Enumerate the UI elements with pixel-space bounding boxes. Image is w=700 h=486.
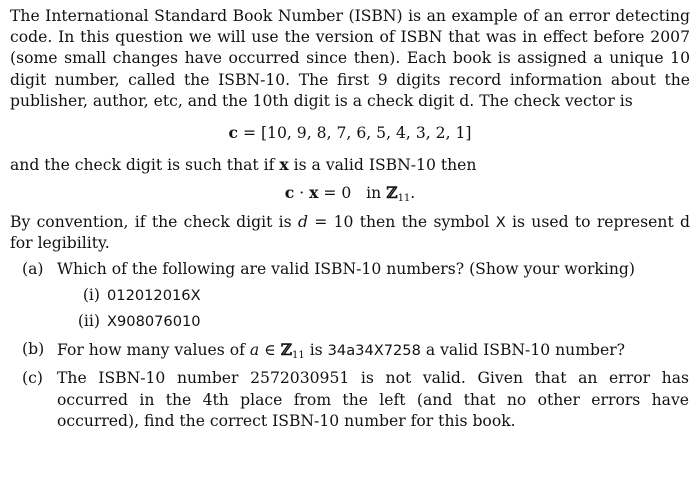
- intro-paragraph: The International Standard Book Number (ISBN) is an example of an error detecting code. In this question we will use the version of ISBN that was in effect before 2007 (some small changes have occurred since then). Each book is assigned a unique 10 digit number, called the ISBN-10. The first 9 digits record information about the publisher, author, etc, and the 10th digit is a check digit d. The check vector is: [10, 7, 690, 110]
- equals-sign: =: [237, 124, 261, 143]
- item-ii-isbn: X908076010: [107, 313, 201, 331]
- dot-product-equation: [10, 182, 690, 204]
- dot-operator: ·: [294, 184, 310, 203]
- part-b-subscript: 11: [292, 350, 305, 362]
- convention-text-before: By convention, if the check digit is: [10, 213, 298, 232]
- item-ii-label: (ii): [77, 312, 100, 331]
- part-b-before: For how many values of: [57, 341, 250, 360]
- part-b: [10, 339, 690, 361]
- convention-text-after: is used to represent d for legibility.: [10, 213, 690, 253]
- part-b-label: (b): [22, 340, 45, 359]
- symbol-x: X: [495, 214, 506, 232]
- field-subscript: 11: [397, 193, 411, 205]
- var-d: d: [297, 213, 308, 232]
- condition-text-before: and the check digit is such that if: [10, 156, 280, 175]
- check-vector-equation: [10, 122, 690, 144]
- element-of: ∈: [259, 341, 281, 360]
- part-c-text: The ISBN-10 number 2572030951 is not valid. Given that an error has occurred in the 4th place from the left (and that no other errors have occurred), find the correct ISBN-10 number for this book.: [57, 369, 689, 430]
- condition-sentence: [10, 154, 690, 176]
- check-vector-values: [10, 9, 8, 7, 6, 5, 4, 3, 2, 1]: [260, 124, 472, 143]
- convention-paragraph: [10, 212, 690, 254]
- item-i-label: (i): [82, 285, 100, 304]
- item-i-isbn: 012012016X: [107, 286, 201, 304]
- dot-x: x: [309, 183, 319, 203]
- convention-text-middle: = 10 then the symbol: [307, 213, 496, 232]
- part-a-item-ii: [10, 311, 690, 332]
- condition-text-after: is a valid ISBN-10 then: [288, 156, 477, 175]
- vector-x: x: [279, 155, 289, 175]
- part-a-text: Which of the following are valid ISBN-10 numbers? (Show your working): [57, 259, 635, 278]
- part-a-label: (a): [22, 259, 44, 278]
- part-b-text: [57, 339, 689, 361]
- field-symbol: ℤ: [386, 183, 398, 203]
- check-vector-symbol: c: [228, 123, 238, 143]
- part-a: [10, 259, 690, 280]
- part-a-item-i: [10, 285, 690, 306]
- part-c: [10, 368, 690, 432]
- part-b-field: ℤ: [280, 340, 292, 360]
- part-b-after: a valid ISBN-10 number?: [420, 341, 626, 360]
- part-b-isbn: 34a34X7258: [327, 342, 421, 360]
- question-page: [10, 6, 690, 432]
- dot-rest: = 0 in: [318, 184, 387, 203]
- period: .: [410, 184, 416, 203]
- part-c-label: (c): [22, 369, 43, 388]
- part-b-middle: is: [304, 341, 328, 360]
- dot-c: c: [284, 183, 295, 203]
- var-a: a: [249, 341, 260, 360]
